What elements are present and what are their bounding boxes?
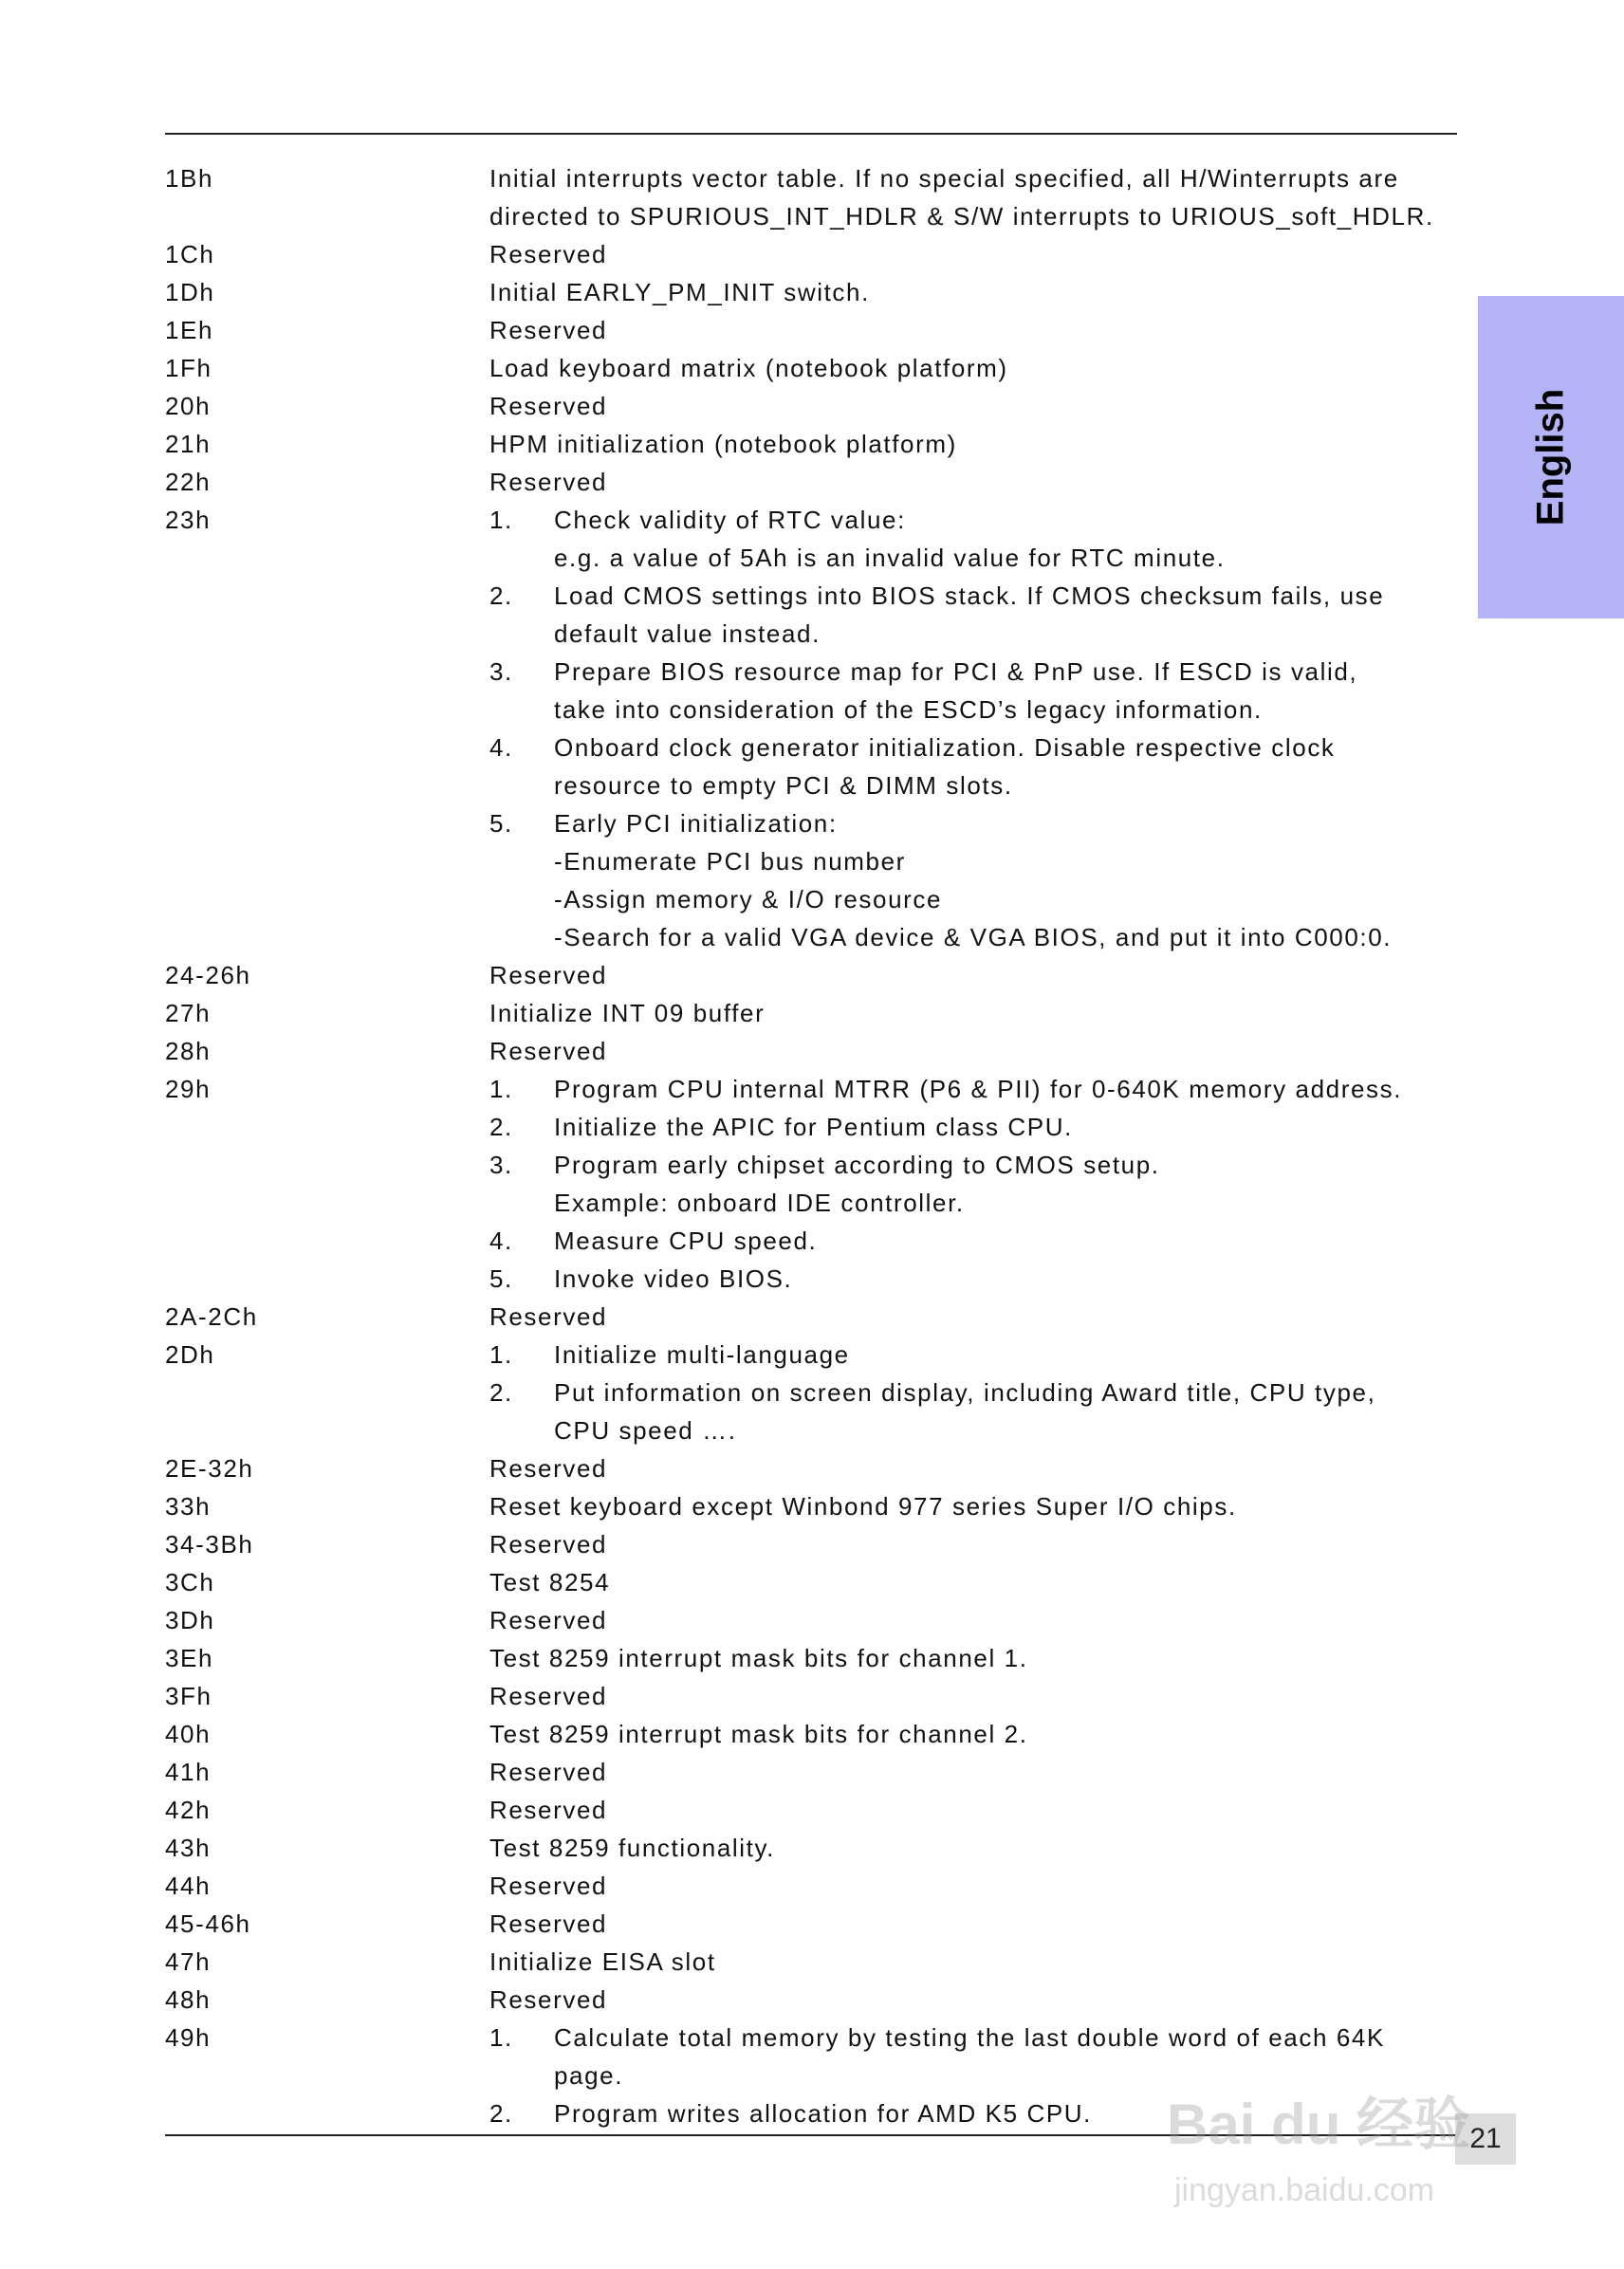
post-code: 45-46h: [165, 1909, 251, 1938]
step-text: [554, 501, 1457, 577]
post-code: 43h: [165, 1834, 212, 1862]
step-line: Load CMOS settings into BIOS stack. If CMOS checksum fails, use: [554, 581, 1385, 610]
post-code: 3Ch: [165, 1568, 215, 1596]
step-line: -Search for a valid VGA device & VGA BIOS, and put it into C000:0.: [554, 923, 1393, 951]
table-row: [165, 1336, 1457, 1449]
post-description: [489, 311, 1457, 349]
post-code: 2Dh: [165, 1340, 215, 1369]
step-number: 2.: [489, 1378, 513, 1407]
description-line: Reserved: [489, 468, 608, 496]
table-row: [165, 1829, 1457, 1867]
post-description: [489, 1525, 1457, 1563]
step-line: resource to empty PCI & DIMM slots.: [554, 771, 1013, 800]
post-description: [489, 956, 1457, 994]
post-code: 48h: [165, 1985, 212, 2014]
table-row: [165, 1943, 1457, 1981]
description-line: Reserved: [489, 1037, 608, 1065]
table-row: [165, 956, 1457, 994]
step-line: Measure CPU speed.: [554, 1227, 818, 1255]
post-code: 1Bh: [165, 164, 214, 193]
step-text: [554, 1374, 1457, 1449]
description-line: Reserved: [489, 1909, 608, 1938]
step-text: [554, 653, 1457, 729]
table-row: [165, 311, 1457, 349]
post-code: 3Fh: [165, 1682, 212, 1710]
post-code: 22h: [165, 468, 212, 496]
step-number: 5.: [489, 1264, 513, 1293]
post-code: 2A-2Ch: [165, 1302, 258, 1331]
description-line: Reserved: [489, 316, 608, 344]
step-line: Put information on screen display, including Award title, CPU type,: [554, 1378, 1376, 1407]
description-line: Initial interrupts vector table. If no special specified, all H/Winterrupts are: [489, 164, 1399, 193]
description-line: Reserved: [489, 1682, 608, 1710]
table-row: [165, 387, 1457, 425]
description-line: directed to SPURIOUS_INT_HDLR & S/W interrupts to URIOUS_soft_HDLR.: [489, 202, 1434, 231]
post-description: [489, 1449, 1457, 1487]
post-code: 47h: [165, 1947, 212, 1976]
numbered-step: [489, 1222, 1457, 1260]
post-code: 24-26h: [165, 961, 251, 989]
step-line: -Assign memory & I/O resource: [554, 885, 943, 913]
post-description: [489, 1753, 1457, 1791]
step-line: Example: onboard IDE controller.: [554, 1189, 965, 1217]
description-line: Reserved: [489, 1530, 608, 1559]
step-line: Program early chipset according to CMOS setup.: [554, 1151, 1160, 1179]
numbered-step: [489, 653, 1457, 729]
post-description: [489, 1298, 1457, 1336]
watermark-line2: jingyan.baidu.com: [1174, 2172, 1435, 2208]
numbered-step: [489, 1070, 1457, 1108]
step-text: [554, 1336, 1457, 1374]
description-line: Initial EARLY_PM_INIT switch.: [489, 278, 870, 306]
post-description: [489, 1639, 1457, 1677]
step-number: 2.: [489, 581, 513, 610]
numbered-step: [489, 1108, 1457, 1146]
step-text: [554, 804, 1457, 956]
post-description: [489, 1336, 1457, 1449]
table-row: [165, 1905, 1457, 1943]
post-description: [489, 1677, 1457, 1715]
description-line: Initialize EISA slot: [489, 1947, 716, 1976]
step-text: [554, 1146, 1457, 1222]
table-row: [165, 1981, 1457, 2019]
description-line: Reserved: [489, 240, 608, 268]
numbered-step: [489, 501, 1457, 577]
table-row: [165, 273, 1457, 311]
step-line: -Enumerate PCI bus number: [554, 847, 906, 876]
table-row: [165, 1525, 1457, 1563]
description-line: Reset keyboard except Winbond 977 series Super I/O chips.: [489, 1492, 1237, 1521]
numbered-step: [489, 2094, 1457, 2132]
table-row: [165, 1791, 1457, 1829]
numbered-step: [489, 2019, 1457, 2094]
post-code: 42h: [165, 1796, 212, 1824]
table-row: [165, 1601, 1457, 1639]
numbered-step: [489, 1260, 1457, 1298]
table-row: [165, 2019, 1457, 2132]
description-line: Reserved: [489, 1454, 608, 1483]
step-line: Check validity of RTC value:: [554, 506, 906, 534]
step-line: Program writes allocation for AMD K5 CPU.: [554, 2099, 1092, 2128]
numbered-step: [489, 804, 1457, 956]
description-line: Reserved: [489, 1872, 608, 1900]
step-line: Program CPU internal MTRR (P6 & PII) for 0-640K memory address.: [554, 1075, 1403, 1103]
numbered-step: [489, 577, 1457, 653]
post-description: [489, 273, 1457, 311]
step-line: default value instead.: [554, 619, 821, 648]
step-line: Invoke video BIOS.: [554, 1264, 793, 1293]
language-side-tab: [1478, 296, 1624, 618]
table-row: [165, 463, 1457, 501]
step-line: CPU speed ….: [554, 1416, 737, 1445]
numbered-step: [489, 1374, 1457, 1449]
post-code: 3Eh: [165, 1644, 214, 1672]
description-line: Reserved: [489, 392, 608, 420]
step-number: 1.: [489, 2023, 513, 2052]
post-description: [489, 349, 1457, 387]
post-code: 20h: [165, 392, 212, 420]
table-row: [165, 1867, 1457, 1905]
post-description: [489, 1867, 1457, 1905]
table-row: [165, 1715, 1457, 1753]
language-tab-label: English: [1529, 388, 1572, 526]
post-description: [489, 1601, 1457, 1639]
post-code: 1Fh: [165, 354, 212, 382]
step-number: 3.: [489, 657, 513, 686]
step-number: 1.: [489, 506, 513, 534]
post-code: 3Dh: [165, 1606, 215, 1634]
post-description: [489, 1070, 1457, 1298]
description-line: Test 8259 interrupt mask bits for channel 2.: [489, 1720, 1028, 1748]
post-code: 33h: [165, 1492, 212, 1521]
step-text: [554, 577, 1457, 653]
description-line: Initialize INT 09 buffer: [489, 999, 766, 1027]
description-line: Reserved: [489, 1758, 608, 1786]
step-line: Onboard clock generator initialization. Disable respective clock: [554, 733, 1336, 762]
post-code: 27h: [165, 999, 212, 1027]
step-text: [554, 1070, 1457, 1108]
post-description: [489, 463, 1457, 501]
step-number: 4.: [489, 733, 513, 762]
step-line: Initialize multi-language: [554, 1340, 850, 1369]
post-description: [489, 1487, 1457, 1525]
step-line: page.: [554, 2061, 624, 2090]
step-line: Early PCI initialization:: [554, 809, 838, 838]
post-description: [489, 1905, 1457, 1943]
post-code: 49h: [165, 2023, 212, 2052]
table-row: [165, 1487, 1457, 1525]
post-description: [489, 1563, 1457, 1601]
post-code: 29h: [165, 1075, 212, 1103]
post-description: [489, 425, 1457, 463]
step-text: [554, 1108, 1457, 1146]
post-description: [489, 1981, 1457, 2019]
table-row: [165, 1032, 1457, 1070]
step-text: [554, 1222, 1457, 1260]
description-line: HPM initialization (notebook platform): [489, 430, 957, 458]
numbered-step: [489, 729, 1457, 804]
step-line: e.g. a value of 5Ah is an invalid value for RTC minute.: [554, 544, 1226, 572]
post-code: 2E-32h: [165, 1454, 254, 1483]
table-row: [165, 235, 1457, 273]
post-code: 1Ch: [165, 240, 215, 268]
table-row: [165, 1449, 1457, 1487]
numbered-step: [489, 1336, 1457, 1374]
table-row: [165, 349, 1457, 387]
step-number: 1.: [489, 1075, 513, 1103]
post-description: [489, 1943, 1457, 1981]
step-number: 2.: [489, 2099, 513, 2128]
step-text: [554, 2094, 1457, 2132]
step-line: Initialize the APIC for Pentium class CPU.: [554, 1113, 1073, 1141]
table-row: [165, 1677, 1457, 1715]
step-number: 4.: [489, 1227, 513, 1255]
table-row: [165, 994, 1457, 1032]
post-code: 34-3Bh: [165, 1530, 254, 1559]
post-code: 41h: [165, 1758, 212, 1786]
post-description: [489, 1791, 1457, 1829]
step-text: [554, 729, 1457, 804]
post-code-table: [165, 159, 1457, 2132]
step-number: 2.: [489, 1113, 513, 1141]
post-code: 40h: [165, 1720, 212, 1748]
post-code: 23h: [165, 506, 212, 534]
bottom-rule: [165, 2134, 1457, 2136]
description-line: Reserved: [489, 1302, 608, 1331]
step-number: 5.: [489, 809, 513, 838]
post-code: 1Dh: [165, 278, 215, 306]
post-description: [489, 2019, 1457, 2132]
step-line: take into consideration of the ESCD’s legacy information.: [554, 695, 1263, 724]
post-code: 44h: [165, 1872, 212, 1900]
step-number: 1.: [489, 1340, 513, 1369]
post-code: 21h: [165, 430, 212, 458]
step-line: Calculate total memory by testing the last double word of each 64K: [554, 2023, 1385, 2052]
description-line: Test 8259 functionality.: [489, 1834, 775, 1862]
post-code: 28h: [165, 1037, 212, 1065]
top-rule: [165, 133, 1457, 135]
post-description: [489, 501, 1457, 956]
post-description: [489, 159, 1457, 235]
table-row: [165, 425, 1457, 463]
description-line: Load keyboard matrix (notebook platform): [489, 354, 1008, 382]
post-description: [489, 1715, 1457, 1753]
table-row: [165, 501, 1457, 956]
step-text: [554, 2019, 1457, 2094]
post-code: 1Eh: [165, 316, 214, 344]
table-row: [165, 1070, 1457, 1298]
step-line: Prepare BIOS resource map for PCI & PnP use. If ESCD is valid,: [554, 657, 1358, 686]
description-line: Reserved: [489, 1606, 608, 1634]
table-row: [165, 1753, 1457, 1791]
post-description: [489, 1829, 1457, 1867]
post-description: [489, 387, 1457, 425]
table-row: [165, 159, 1457, 235]
table-row: [165, 1563, 1457, 1601]
step-number: 3.: [489, 1151, 513, 1179]
numbered-step: [489, 1146, 1457, 1222]
description-line: Test 8259 interrupt mask bits for channel 1.: [489, 1644, 1028, 1672]
post-description: [489, 1032, 1457, 1070]
watermark-line1: Bai du 经验: [1167, 2093, 1471, 2156]
description-line: Reserved: [489, 1796, 608, 1824]
post-description: [489, 235, 1457, 273]
page-number: 21: [1455, 2113, 1516, 2165]
table-row: [165, 1639, 1457, 1677]
description-line: Test 8254: [489, 1568, 611, 1596]
step-text: [554, 1260, 1457, 1298]
description-line: Reserved: [489, 961, 608, 989]
description-line: Reserved: [489, 1985, 608, 2014]
table-row: [165, 1298, 1457, 1336]
post-description: [489, 994, 1457, 1032]
